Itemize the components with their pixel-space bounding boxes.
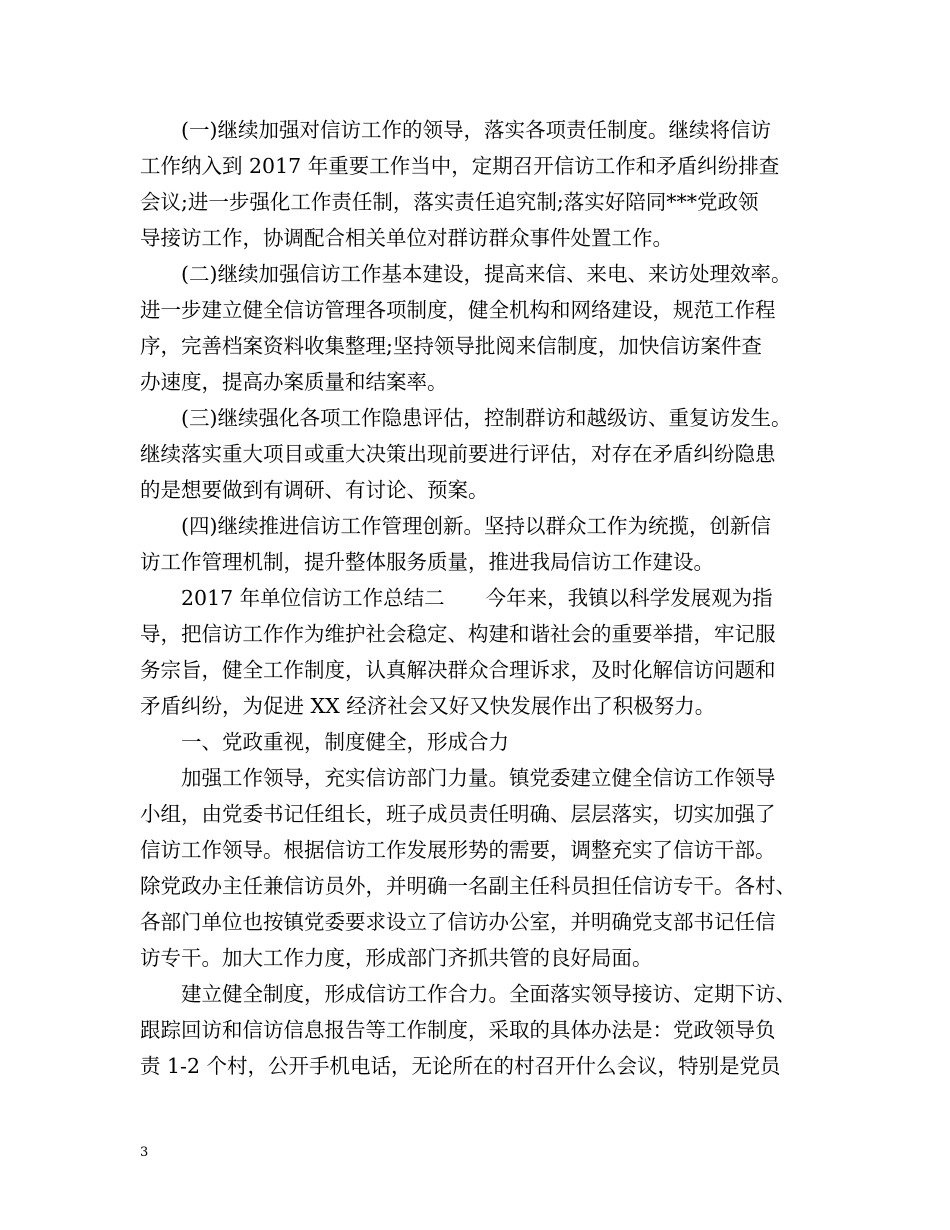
body-text-line: 责 1-2 个村，公开手机电话，无论所在的村召开什么会议，特别是党员 (140, 1054, 781, 1078)
body-text-line: 序，完善档案资料收集整理;坚持领导批阅来信制度，加快信访案件查 (140, 334, 762, 358)
section-heading: 一、党政重视，制度健全，形成合力 (140, 730, 509, 754)
body-text-line: 建立健全制度，形成信访工作合力。全面落实领导接访、定期下访、 (140, 982, 796, 1006)
body-text-line: (一)继续加强对信访工作的领导，落实各项责任制度。继续将信访 (140, 118, 771, 142)
body-text-line: 2017 年单位信访工作总结二 今年来，我镇以科学发展观为指 (140, 586, 773, 610)
body-text-line: 务宗旨，健全工作制度，认真解决群众合理诉求，及时化解信访问题和 (140, 658, 776, 682)
body-text-line: 进一步建立健全信访管理各项制度，健全机构和网络建设，规范工作程 (140, 298, 776, 322)
body-text-line: 的是想要做到有调研、有讨论、预案。 (140, 478, 489, 502)
body-text-line: 加强工作领导，充实信访部门力量。镇党委建立健全信访工作领导 (140, 766, 776, 790)
page-number: 3 (140, 1145, 149, 1160)
body-text-line: 会议;进一步强化工作责任制，落实责任追究制;落实好陪同***党政领 (140, 190, 759, 214)
body-text-line: 跟踪回访和信访信息报告等工作制度，采取的具体办法是：党政领导负 (140, 1018, 776, 1042)
body-text-line: 访工作管理机制，提升整体服务质量，推进我局信访工作建设。 (140, 550, 714, 574)
body-text-line: 导接访工作，协调配合相关单位对群访群众事件处置工作。 (140, 226, 673, 250)
body-text-line: 工作纳入到 2017 年重要工作当中，定期召开信访工作和矛盾纠纷排查 (140, 154, 780, 178)
body-text-line: 各部门单位也按镇党委要求设立了信访办公室，并明确党支部书记任信 (140, 910, 776, 934)
body-text-line: (三)继续强化各项工作隐患评估，控制群访和越级访、重复访发生。 (140, 406, 792, 430)
body-text-line: 办速度，提高办案质量和结案率。 (140, 370, 448, 394)
body-text-line: 访专干。加大工作力度，形成部门齐抓共管的良好局面。 (140, 946, 653, 970)
body-text-line: (四)继续推进信访工作管理创新。坚持以群众工作为统揽，创新信 (140, 514, 771, 538)
body-text-line: 导，把信访工作作为维护社会稳定、构建和谐社会的重要举措，牢记服 (140, 622, 776, 646)
body-text-line: 信访工作领导。根据信访工作发展形势的需要，调整充实了信访干部。 (140, 838, 776, 862)
body-text-line: 矛盾纠纷，为促进 XX 经济社会又好又快发展作出了积极努力。 (140, 694, 716, 718)
body-text-line: 小组，由党委书记任组长，班子成员责任明确、层层落实，切实加强了 (140, 802, 776, 826)
body-text-line: (二)继续加强信访工作基本建设，提高来信、来电、来访处理效率。 (140, 262, 792, 286)
body-text-line: 继续落实重大项目或重大决策出现前要进行评估，对存在矛盾纠纷隐患 (140, 442, 776, 466)
body-text-line: 除党政办主任兼信访员外，并明确一名副主任科员担任信访专干。各村、 (140, 874, 796, 898)
